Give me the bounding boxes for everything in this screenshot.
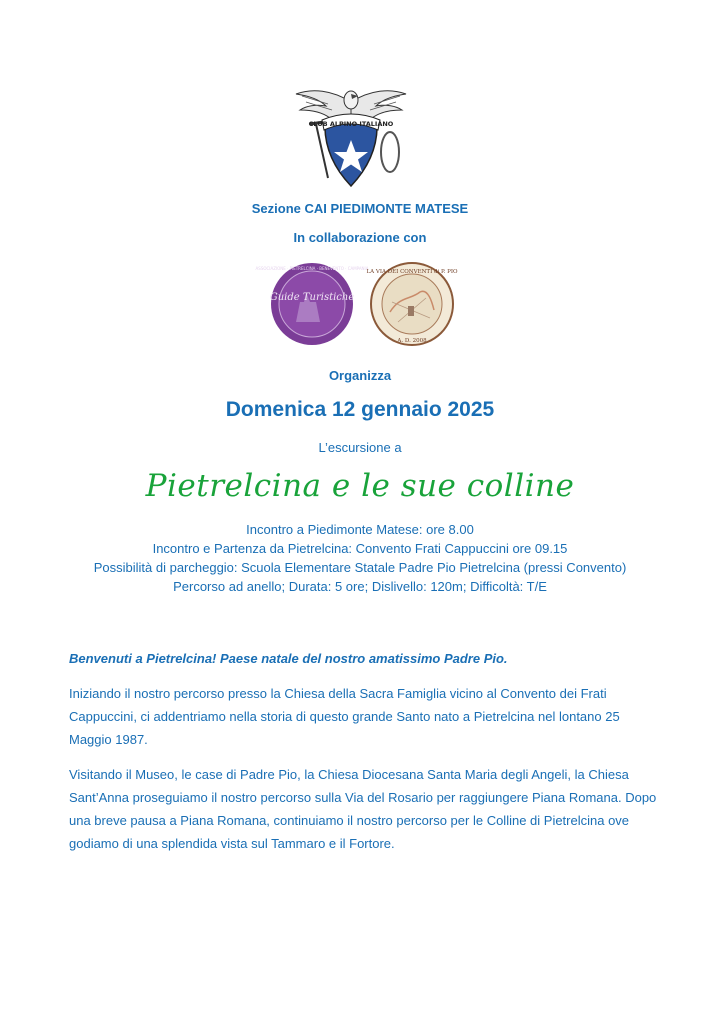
paragraph: Visitando il Museo, le case di Padre Pio, la Chiesa Diocesana Santa Maria degli Angeli, la Chiesa Sant’Anna proseguiamo il nostro percorso sulla Via del Rosario per raggiungere Piana Romana. Dopo una breve pausa a Piana Romana, continuiamo il nostro percorso per le Colline di Pietrelcina ove godiamo di una splendida vista sul Tammaro e il Fortore. — [69, 767, 657, 851]
excursion-intro: L’escursione a — [318, 440, 402, 455]
info-line: Incontro a Piedimonte Matese: ore 8.00 — [246, 522, 474, 537]
body-text — [69, 647, 659, 855]
cai-eagle-logo-icon — [292, 82, 410, 188]
info-line: Percorso ad anello; Durata: 5 ore; Dislivello: 120m; Difficoltà: T/E — [173, 579, 547, 594]
info-line: Incontro e Partenza da Pietrelcina: Convento Frati Cappuccini ore 09.15 — [152, 541, 568, 556]
collaboration-label: In collaborazione con — [293, 230, 427, 245]
event-date: Domenica 12 gennaio 2025 — [225, 398, 495, 421]
organizer-label: Organizza — [328, 368, 392, 383]
info-block — [0, 520, 720, 596]
lead-paragraph: Benvenuti a Pietrelcina! Paese natale del nostro amatissimo Padre Pio. — [69, 651, 508, 666]
guide-logo-title: Guide Turistiche — [269, 292, 355, 303]
section-name: Sezione CAI PIEDIMONTE MATESE — [251, 201, 469, 216]
event-title: Pietrelcina e le sue colline — [145, 468, 575, 504]
cai-logo-text: CLUB ALPINO ITALIANO — [308, 120, 394, 128]
info-line: Possibilità di parcheggio: Scuola Elementare Statale Padre Pio Pietrelcina (pressi Convento) — [93, 560, 627, 575]
partner-logos — [255, 262, 458, 346]
guide-turistiche-logo — [256, 263, 369, 345]
via-logo-date: A. D. 2008 — [397, 338, 427, 344]
via-logo-ring: LA VIA DEI CONVENTI di P. PIO — [366, 269, 458, 275]
via-dei-conventi-logo — [367, 263, 458, 345]
paragraph: Iniziando il nostro percorso presso la Chiesa della Sacra Famiglia vicino al Convento dei Frati Cappuccini, ci addentriamo nella storia di questo grande Santo nato a Pietrelcina nel lontano 25 Maggio 1987. — [69, 686, 620, 747]
guide-logo-ring: ASSOCIAZIONE · PIETRELCINA · BENEVENTO · CAMPANIA — [255, 266, 369, 271]
